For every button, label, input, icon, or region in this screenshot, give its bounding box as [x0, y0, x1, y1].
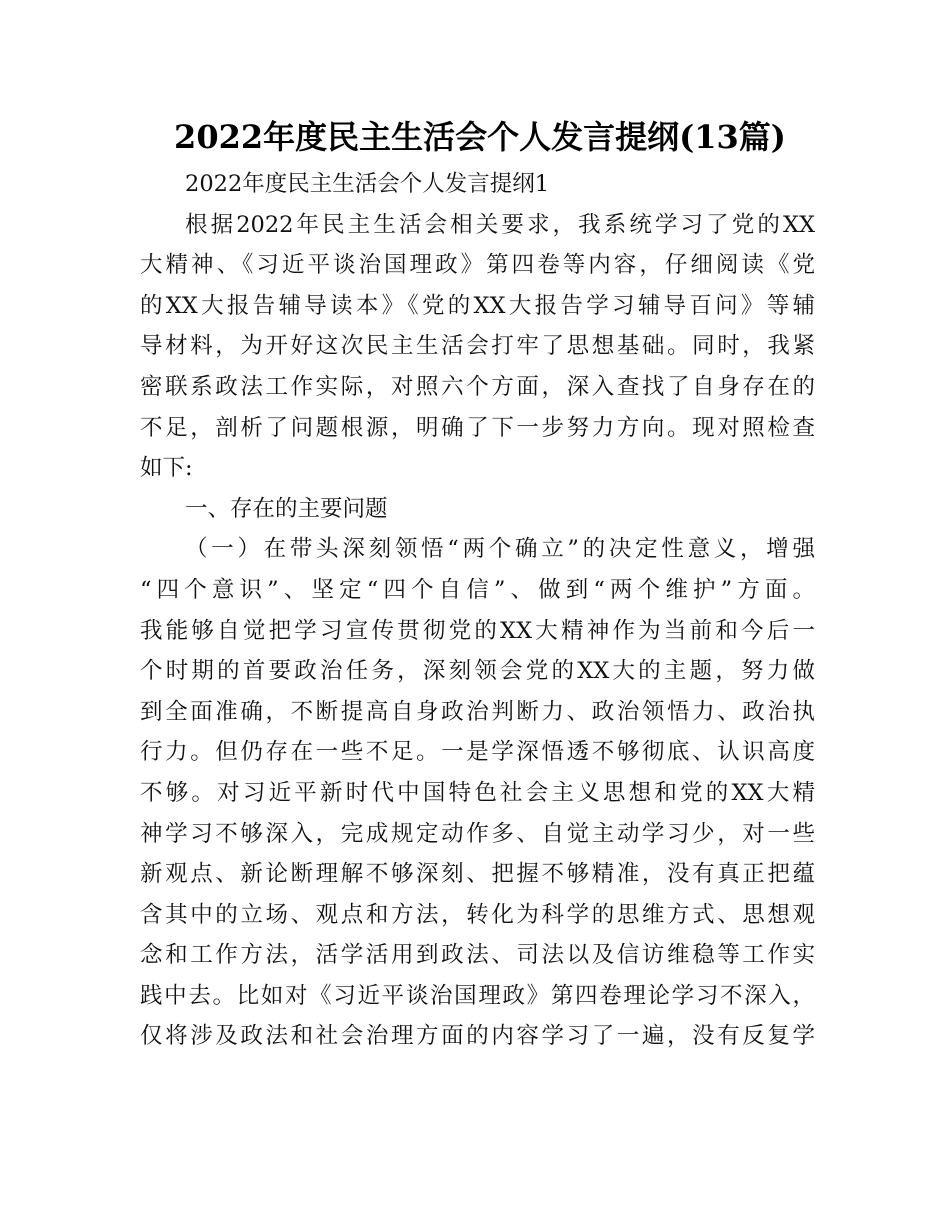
text-line: 念和工作方法，活学活用到政法、司法以及信访维稳等工作实: [140, 942, 815, 969]
text-line: 一、存在的主要问题: [185, 495, 388, 522]
text-line: 行力。但仍存在一些不足。一是学深悟透不够彻底、认识高度: [140, 739, 815, 766]
text-line: 的XX大报告辅导读本》《党的XX大报告学习辅导百问》等辅: [140, 292, 815, 319]
text-line: 仅将涉及政法和社会治理方面的内容学习了一遍，没有反复学: [140, 1023, 815, 1050]
text-line: 不足，剖析了问题根源，明确了下一步努力方向。现对照检查: [140, 414, 815, 441]
text-line: 密联系政法工作实际，对照六个方面，深入查找了自身存在的: [140, 373, 815, 400]
text-line: 新观点、新论断理解不够深刻、把握不够精准，没有真正把蕴: [140, 861, 815, 888]
text-line: 如下:: [140, 455, 193, 482]
text-line: 大精神、《习近平谈治国理政》第四卷等内容，仔细阅读《党: [140, 252, 815, 279]
text-line: “四个意识”、坚定“四个自信”、做到“两个维护”方面。: [140, 576, 815, 603]
text-line: 我能够自觉把学习宣传贯彻党的XX大精神作为当前和今后一: [140, 617, 815, 644]
text-line: （一）在带头深刻领悟“两个确立”的决定性意义，增强: [185, 536, 815, 563]
text-line: 个时期的首要政治任务，深刻领会党的XX大的主题，努力做: [140, 658, 815, 685]
document-title: 2022年度民主生活会个人发言提纲(13篇): [174, 118, 786, 156]
text-line: 根据2022年民主生活会相关要求，我系统学习了党的XX: [185, 211, 815, 238]
text-line: 导材料，为开好这次民主生活会打牢了思想基础。同时，我紧: [140, 333, 815, 360]
text-line: 不够。对习近平新时代中国特色社会主义思想和党的XX大精: [140, 779, 815, 806]
document-body: [140, 164, 815, 1057]
text-line: 神学习不够深入，完成规定动作多、自觉主动学习少，对一些: [140, 820, 815, 847]
text-line: 践中去。比如对《习近平谈治国理政》第四卷理论学习不深入，: [140, 982, 815, 1009]
text-line: 2022年度民主生活会个人发言提纲1: [185, 171, 550, 197]
text-line: 含其中的立场、观点和方法，转化为科学的思维方式、思想观: [140, 901, 815, 928]
text-line: 到全面准确，不断提高自身政治判断力、政治领悟力、政治执: [140, 698, 815, 725]
